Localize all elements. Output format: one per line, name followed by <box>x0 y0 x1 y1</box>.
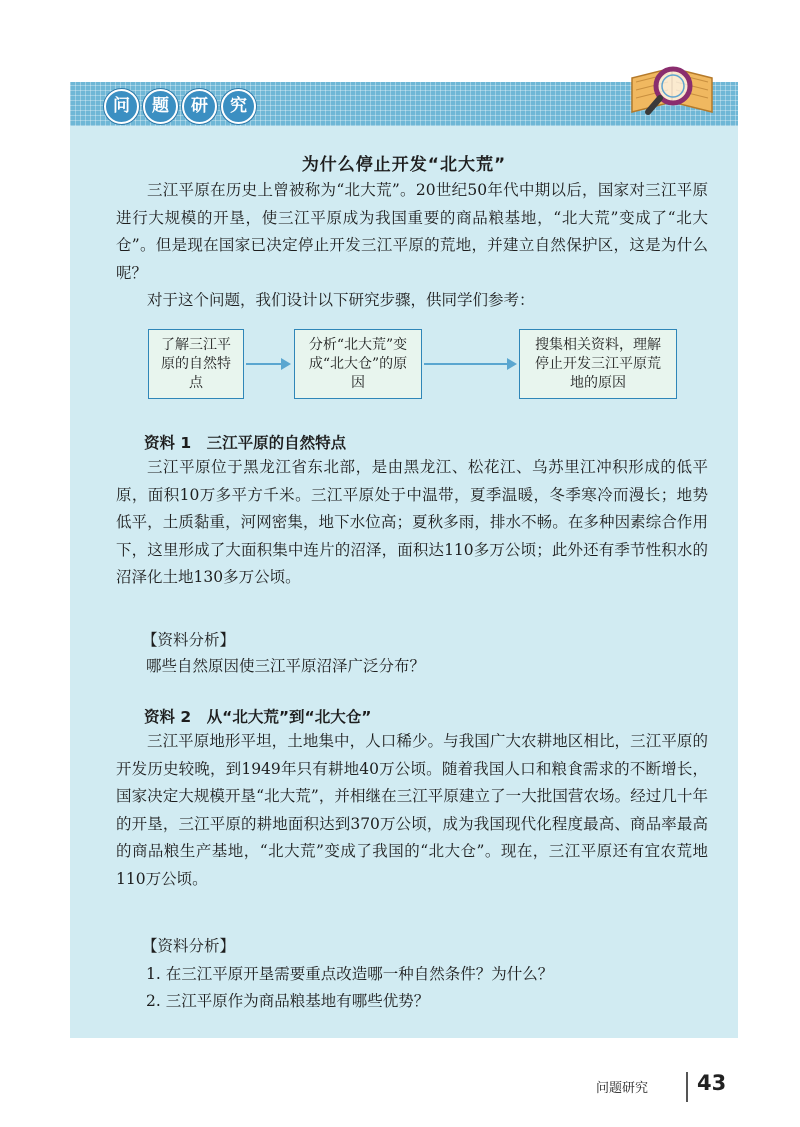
material-2-question-2: 2. 三江平原作为商品粮基地有哪些优势？ <box>146 992 430 1010</box>
section-title-badges <box>104 89 256 124</box>
material-1-analysis-label: 【资料分析】 <box>142 631 236 649</box>
material-1-text: 三江平原位于黑龙江省东北部，是由黑龙江、松花江、乌苏里江冲积形成的低平原，面积10万多平方千米。三江平原处于中温带，夏季温暖，冬季寒冷而漫长；地势低平，土质黏重，河网密集，地下水位高；夏秋多雨，排水不畅。在多种因素综合作用下，这里形成了大面积集中连片的沼泽，面积达110多万公顷；此外还有季节性积水的沼泽化土地130多万公顷。 <box>116 458 708 586</box>
material-2-text: 三江平原地形平坦，土地集中，人口稀少。与我国广大农耕地区相比，三江平原的开发历史较晚，到1949年只有耕地40万公顷。随着我国人口和粮食需求的不断增长，国家决定大规模开垦“北大荒”，并相继在三江平原建立了一大批国营农场。经过几十年的开垦，三江平原的耕地面积达到370万公顷，成为我国现代化程度最高、商品率最高的商品粮生产基地，“北大荒”变成了我国的“北大仓”。现在，三江平原还有宜农荒地110万公顷。 <box>116 732 708 888</box>
flow-step-3: 搜集相关资料，理解停止开发三江平原荒地的原因 <box>519 329 677 399</box>
flow-step-1: 了解三江平原的自然特点 <box>148 329 244 399</box>
material-1-question: 哪些自然原因使三江平原沼泽广泛分布？ <box>146 657 426 675</box>
material-1-heading: 资料 1 三江平原的自然特点 <box>144 434 347 452</box>
section-title-char: 研 <box>182 89 217 124</box>
flow-arrow <box>424 363 508 365</box>
flow-step-2: 分析“北大荒”变成“北大仓”的原因 <box>294 329 422 399</box>
material-2-analysis-label: 【资料分析】 <box>142 937 236 955</box>
page-title: 为什么停止开发“北大荒” <box>301 155 507 175</box>
content-panel <box>70 82 738 1038</box>
steps-intro: 对于这个问题，我们设计以下研究步骤，供同学们参考： <box>147 291 535 309</box>
material-2-heading: 资料 2 从“北大荒”到“北大仓” <box>144 708 372 726</box>
footer-section-label: 问题研究 <box>596 1081 649 1096</box>
intro-paragraph: 三江平原在历史上曾被称为“北大荒”。20世纪50年代中期以后，国家对三江平原进行大规模的开垦，使三江平原成为我国重要的商品粮基地，“北大荒”变成了“北大仓”。但是现在国家已决定停止开发三江平原的荒地，并建立自然保护区，这是为什么呢？ <box>116 181 708 282</box>
flow-arrow <box>246 363 282 365</box>
section-header-band <box>70 82 738 126</box>
magnifier-book-icon <box>626 60 718 126</box>
page-number: 43 <box>697 1071 727 1095</box>
section-title-char: 究 <box>221 89 256 124</box>
section-title-char: 题 <box>143 89 178 124</box>
material-2-question-1: 1. 在三江平原开垦需要重点改造哪一种自然条件？为什么？ <box>146 965 554 983</box>
footer-divider <box>686 1072 688 1102</box>
section-title-char: 问 <box>104 89 139 124</box>
